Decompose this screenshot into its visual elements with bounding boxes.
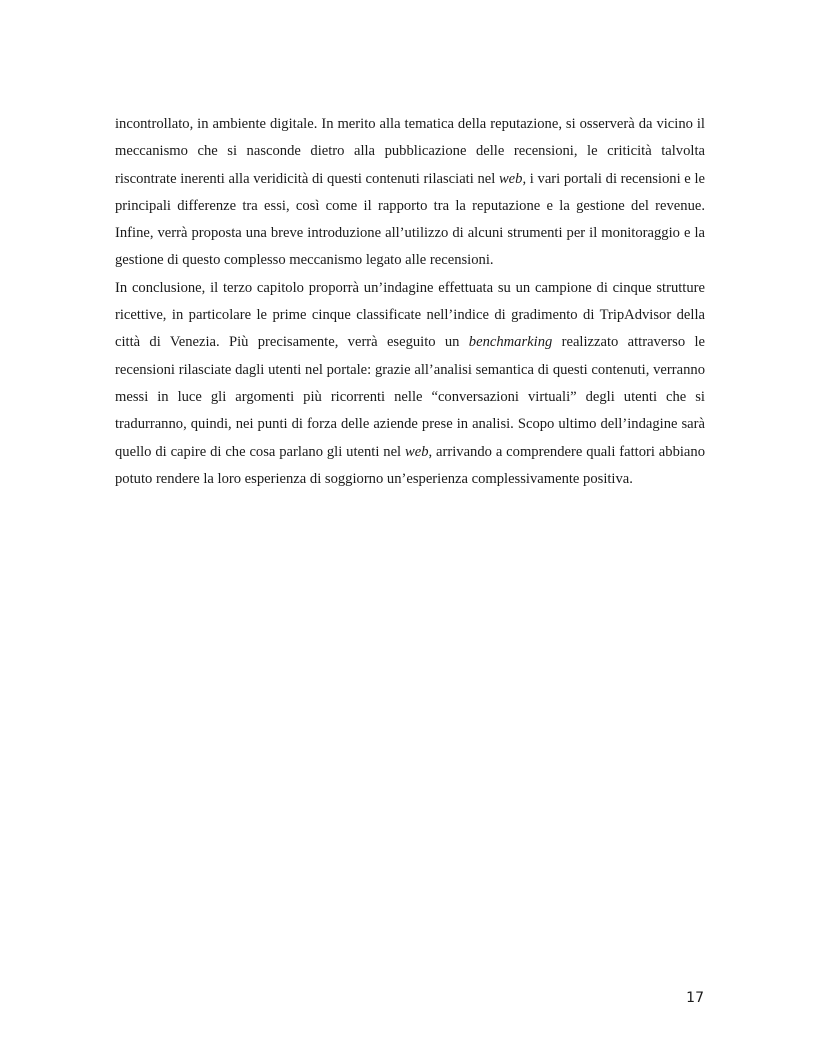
paragraph-2	[115, 275, 705, 493]
paragraph-2-italic-benchmarking: benchmarking	[468, 334, 553, 351]
paragraph-2-segment: In conclusione, il terzo capitolo proporrà un’indagine effettuata su un campione di cinque strutture ricettive, in particolare le prime cinque classificate nell’indice di gradimento di TripAdvisor della città di Venezia. Più precisamente, verrà eseguito un	[115, 279, 705, 351]
paragraph-1-italic-web: web,	[498, 170, 527, 187]
paragraph-1	[115, 111, 705, 275]
paragraph-2-segment: realizzato attraverso le recensioni rilasciate dagli utenti nel portale: grazie all’analisi semantica di questi contenuti, verranno messi in luce gli argomenti più ricorrenti nelle “conversazioni virtuali” degli utenti che si tradurranno, quindi, nei punti di forza delle aziende prese in analisi. Scopo ultimo dell’indagine sarà quello di capire di che cosa parlano gli utenti nel	[115, 334, 705, 460]
paragraph-1-segment: i vari portali di recensioni e le principali differenze tra essi, così come il rapporto tra la reputazione e la gestione del revenue. Infine, verrà proposta una breve introduzione all’utilizzo di alcuni strumenti per il monitoraggio e la gestione di questo complesso meccanismo legato alle recensioni.	[115, 170, 705, 269]
paragraph-1-segment: incontrollato, in ambiente digitale. In merito alla tematica della reputazione, si osserverà da vicino il meccanismo che si nasconde dietro alla pubblicazione delle recensioni, le criticità talvolta riscontrate inerenti alla veridicità di questi contenuti rilasciati nel	[115, 116, 705, 187]
paragraph-2-italic-web: web	[404, 443, 429, 460]
body-text	[115, 111, 705, 493]
paragraph-2-segment: , arrivando a comprendere quali fattori abbiano potuto rendere la loro esperienza di soggiorno un’esperienza complessivamente positiva.	[115, 443, 705, 487]
page-number: 17	[686, 990, 704, 1006]
